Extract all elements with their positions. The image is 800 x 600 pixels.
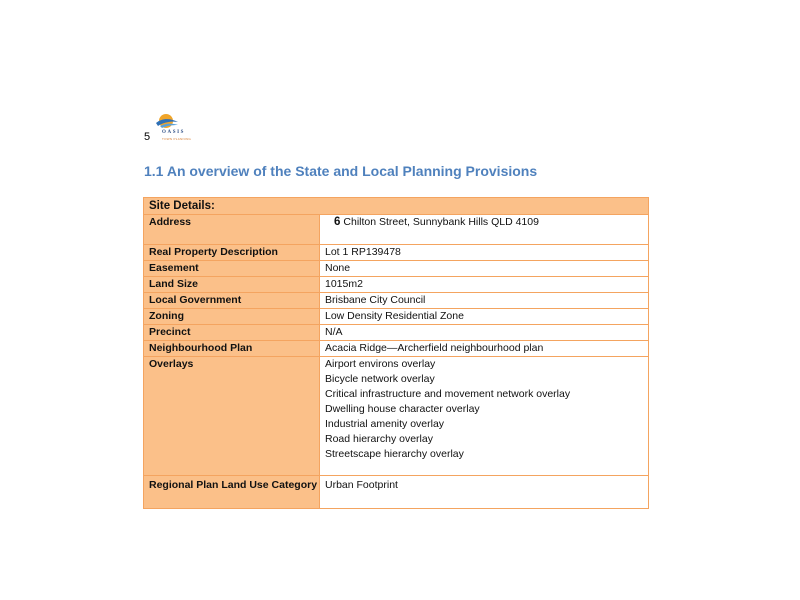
row-label: Address [144, 215, 320, 245]
logo-wordmark: OASIS [162, 130, 186, 135]
row-value: None [320, 261, 649, 277]
overlays-list [320, 357, 649, 476]
row-label: Land Size [144, 277, 320, 293]
table-row [144, 325, 649, 341]
row-value: Urban Footprint [320, 476, 649, 509]
street-address: Chilton Street, Sunnybank Hills QLD 4109 [343, 216, 539, 228]
table-heading-row [144, 198, 649, 215]
overlay-item: Bicycle network overlay [325, 373, 435, 385]
row-value: Low Density Residential Zone [320, 309, 649, 325]
street-number: 6 [334, 216, 341, 228]
table-row [144, 245, 649, 261]
row-value: Lot 1 RP139478 [320, 245, 649, 261]
table-row [144, 309, 649, 325]
overlay-item: Dwelling house character overlay [325, 403, 480, 415]
table-row [144, 357, 649, 476]
logo-sun-wave-icon [150, 110, 190, 132]
section-title: 1.1 An overview of the State and Local Planning Provisions [144, 163, 538, 179]
row-value: N/A [320, 325, 649, 341]
row-label: Overlays [144, 357, 320, 476]
overlay-item: Airport environs overlay [325, 358, 436, 370]
row-value: 1015m2 [320, 277, 649, 293]
table-row [144, 261, 649, 277]
site-details-table [143, 197, 649, 509]
row-value: Acacia Ridge—Archerfield neighbourhood plan [320, 341, 649, 357]
row-label: Zoning [144, 309, 320, 325]
address-value [320, 215, 649, 245]
row-label: Neighbourhood Plan [144, 341, 320, 357]
row-value: Brisbane City Council [320, 293, 649, 309]
table-row [144, 476, 649, 509]
table-heading: Site Details: [144, 198, 649, 215]
overlay-item: Industrial amenity overlay [325, 418, 445, 430]
row-label: Precinct [144, 325, 320, 341]
page-number: 5 [144, 131, 151, 143]
table-row [144, 341, 649, 357]
overlay-item: Road hierarchy overlay [325, 433, 433, 445]
logo-tagline: TOWN PLANNING [162, 137, 192, 141]
row-label: Local Government [144, 293, 320, 309]
row-label: Easement [144, 261, 320, 277]
overlay-item: Critical infrastructure and movement network overlay [325, 388, 571, 400]
overlay-item: Streetscape hierarchy overlay [325, 448, 464, 460]
table-row [144, 293, 649, 309]
row-label: Real Property Description [144, 245, 320, 261]
row-label: Regional Plan Land Use Category [144, 476, 320, 509]
table-row [144, 277, 649, 293]
table-row [144, 215, 649, 245]
